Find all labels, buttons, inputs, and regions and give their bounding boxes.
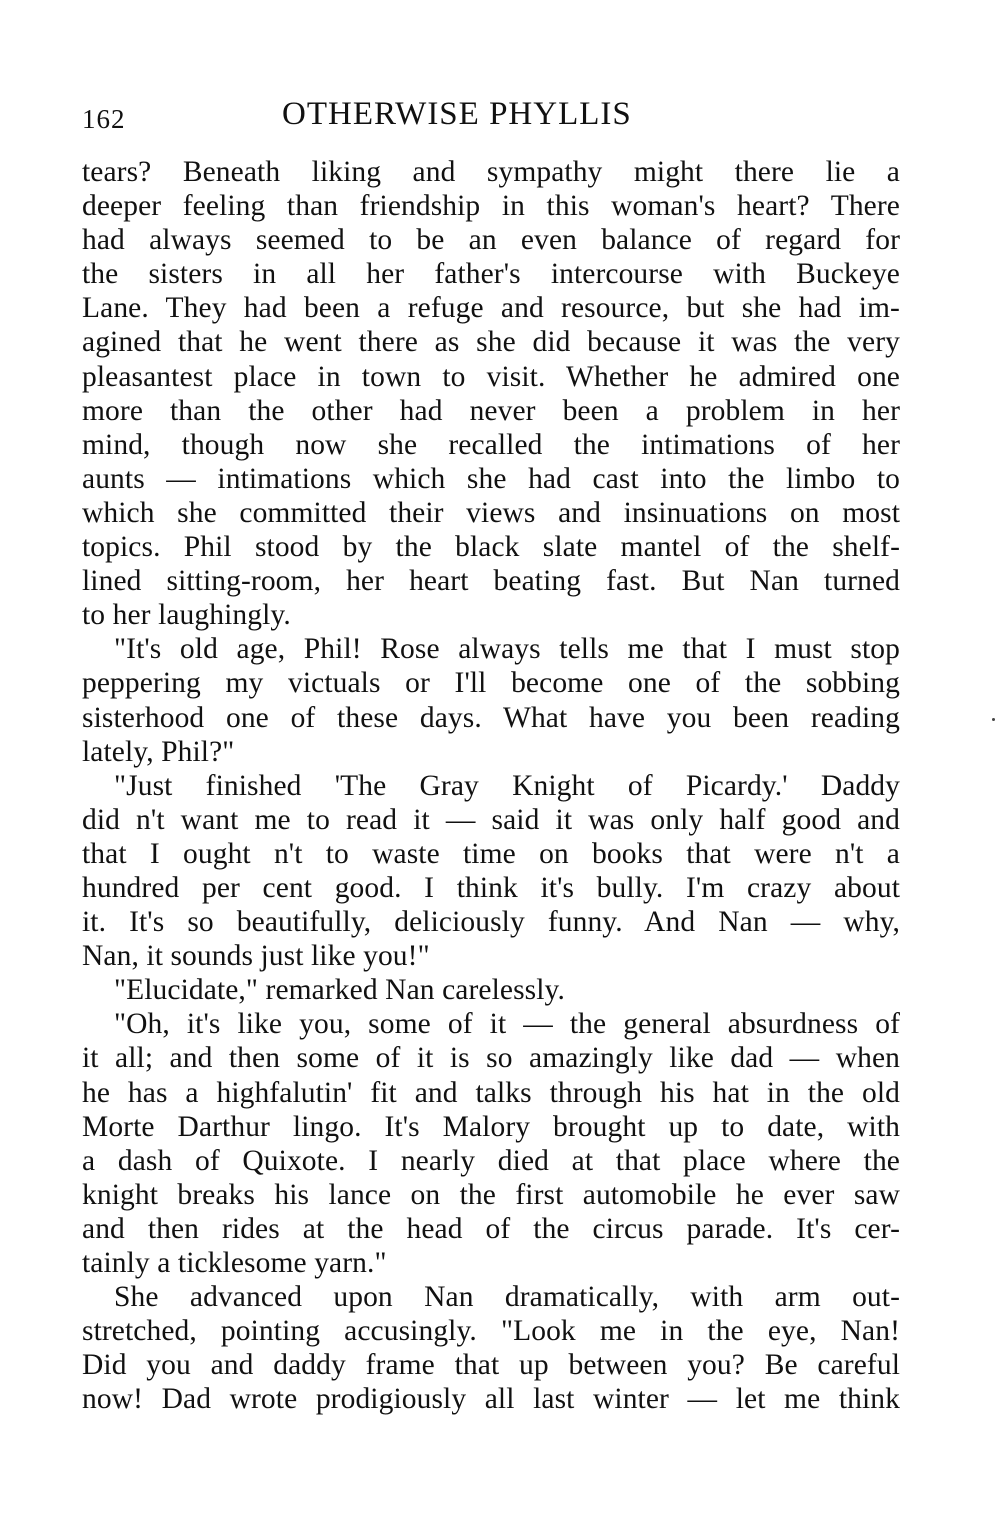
text-line: deeper feeling than friendship in this woman's heart? There <box>82 190 900 223</box>
text-line: which she committed their views and insinuations on most <box>82 496 900 529</box>
body-text <box>82 155 900 1416</box>
text-line: topics. Phil stood by the black slate mantel of the shelf- <box>82 531 900 564</box>
text-line: She advanced upon Nan dramatically, with arm out- <box>114 1281 900 1314</box>
text-line: stretched, pointing accusingly. "Look me in the eye, Nan! <box>82 1315 900 1348</box>
text-line: more than the other had never been a problem in her <box>82 394 900 427</box>
text-line: and then rides at the head of the circus parade. It's cer- <box>82 1212 900 1245</box>
text-line: Nan, it sounds just like you!" <box>82 940 430 973</box>
text-line: lined sitting-room, her heart beating fast. But Nan turned <box>82 565 900 598</box>
text-line: "Just finished 'The Gray Knight of Picardy.' Daddy <box>114 769 900 802</box>
text-line: a dash of Quixote. I nearly died at that place where the <box>82 1144 900 1177</box>
page-number: 162 <box>82 104 126 134</box>
text-line: the sisters in all her father's intercourse with Buckeye <box>82 258 900 291</box>
scan-speck <box>992 718 995 721</box>
text-line: he has a highfalutin' fit and talks through his hat in the old <box>82 1076 900 1109</box>
text-line: "Oh, it's like you, some of it — the general absurdness of <box>114 1008 900 1041</box>
text-line: mind, though now she recalled the intimations of her <box>82 428 900 461</box>
text-line: "Elucidate," remarked Nan carelessly. <box>114 974 565 1007</box>
text-line: pleasantest place in town to visit. Whether he admired one <box>82 360 900 393</box>
text-line: Morte Darthur lingo. It's Malory brought up to date, with <box>82 1110 900 1143</box>
text-line: tears? Beneath liking and sympathy might there lie a <box>82 156 900 188</box>
text-line: had always seemed to be an even balance of regard for <box>82 224 900 257</box>
text-line: hundred per cent good. I think it's bully. I'm crazy about <box>82 871 900 904</box>
text-line: did n't want me to read it — said it was only half good and <box>82 803 900 836</box>
text-line: agined that he went there as she did because it was the very <box>82 326 900 359</box>
page-header <box>82 96 902 136</box>
text-line: it all; and then some of it is so amazingly like dad — when <box>82 1042 900 1075</box>
text-line: peppering my victuals or I'll become one of the sobbing <box>82 667 900 700</box>
running-title: OTHERWISE PHYLLIS <box>282 96 632 132</box>
text-line: that I ought n't to waste time on books that were n't a <box>82 837 900 870</box>
text-line: lately, Phil?" <box>82 735 235 768</box>
text-line: aunts — intimations which she had cast into the limbo to <box>82 462 900 495</box>
text-line: tainly a ticklesome yarn." <box>82 1247 387 1279</box>
text-line: it. It's so beautifully, deliciously funny. And Nan — why, <box>82 906 900 939</box>
text-line: now! Dad wrote prodigiously all last winter — let me think <box>82 1383 900 1416</box>
text-line: sisterhood one of these days. What have you been reading <box>82 701 900 734</box>
text-line: Did you and daddy frame that up between you? Be careful <box>82 1349 900 1382</box>
text-line: to her laughingly. <box>82 599 291 632</box>
text-line: knight breaks his lance on the first automobile he ever saw <box>82 1178 900 1211</box>
text-line: Lane. They had been a refuge and resource, but she had im- <box>82 292 900 325</box>
text-line: "It's old age, Phil! Rose always tells me that I must stop <box>114 633 900 666</box>
